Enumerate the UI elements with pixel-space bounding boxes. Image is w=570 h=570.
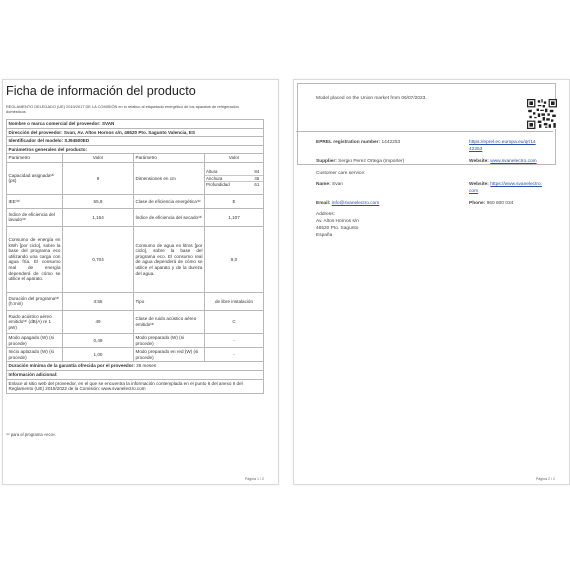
col-header-param: Parámetro — [7, 154, 63, 163]
eprel-link-continued[interactable]: 42253 — [469, 147, 483, 152]
website2-field: Website: https://www.svanelectro. — [469, 182, 542, 187]
table-cell: 1,107 — [205, 208, 264, 226]
table-cell: 0,704 — [63, 226, 134, 292]
address-line: 46520 Pto. Sagunto — [316, 226, 359, 231]
document-page-1 — [2, 79, 279, 485]
table-cell: - — [205, 333, 264, 347]
supplier-field: Supplier: Sergio Perez Ortega (Importer) — [316, 159, 405, 164]
page-number: Página 2 / 2 — [535, 477, 555, 481]
col-header-param-2: Parámetro — [134, 154, 205, 163]
dim-value: 45 — [251, 175, 263, 182]
table-cell: 55,9 — [63, 194, 134, 208]
table-cell: IEE⁽ᵃ⁾ — [7, 194, 63, 208]
table-cell: 9,0 — [205, 226, 264, 292]
eprel-value: 1442253 — [381, 140, 401, 145]
supplier-value: Sergio Perez Ortega (Importer) — [338, 159, 405, 164]
additional-info-heading: Información adicional: — [7, 370, 264, 379]
page-number: Página 1 / 2 — [244, 477, 264, 481]
table-cell: Modo apagado (W) (si procede) — [7, 333, 63, 347]
name-field: Name: Svan — [316, 182, 343, 187]
table-cell: Duración del programa⁽ᵃ⁾ (h:min) — [7, 292, 63, 310]
table-cell: Clase de eficiencia energética⁽ᵃ⁾ — [134, 194, 205, 208]
table-cell: Índice de eficiencia del lavado⁽ᵃ⁾ — [7, 208, 63, 226]
table-cell: 0,49 — [63, 333, 134, 347]
table-cell: 3:55 — [63, 292, 134, 310]
phone-field: Phone: 960 600 034 — [469, 201, 514, 206]
website-link[interactable]: www.svanelectro.com — [490, 159, 537, 164]
table-cell: Modo preparado en red (W) (si procede) — [134, 348, 205, 362]
model-row: Identificador del modelo: SJ94500ED — [7, 137, 264, 146]
table-cell: de libre instalación — [205, 292, 264, 310]
address-label: Address: — [316, 212, 335, 217]
supplier-link-row: Enlace al sitio web del proveedor, en el que se encuentra la información contemplada en el punto 6 del anexo II del Reglamento (UE) 2019/2022 de la Comisión: www.svanelectro.com — [7, 379, 264, 393]
email-link[interactable]: info@svanelectro.com — [331, 201, 380, 206]
dim-label: Profundidad — [206, 182, 230, 188]
table-cell: Consumo de energía en kWh [por ciclo], sobre la base del programa eco utilizando una carga con agua fría. El consumo real de energía dependerá de cómo se utilice el aparato. — [7, 226, 63, 292]
table-cell: 1,164 — [63, 208, 134, 226]
product-info-table — [6, 119, 264, 394]
table-cell: 49 — [63, 310, 134, 333]
table-cell: Índice de eficiencia del secado⁽ᵃ⁾ — [134, 208, 205, 226]
market-note: Model placed on the Union market from 06/07/2023. — [316, 96, 427, 101]
phone-value: 960 600 034 — [486, 201, 514, 206]
dim-label: Anchura — [205, 175, 251, 182]
regulation-text: REGLAMENTO DELEGADO (UE) 2019/2017 DE LA COMISIÓN en lo relativo al etiquetado energético de los aparatos de refrigeración domésticos — [6, 104, 239, 115]
table-cell: Tipo — [134, 292, 205, 310]
col-header-value: Valor — [63, 154, 134, 163]
website2-link[interactable]: https://www.svanelectro. — [490, 182, 542, 187]
eprel-link[interactable]: https://eprel.ec.europa.eu/qr/14 — [469, 140, 536, 145]
eprel-field: EPREL registration number: 1442253 — [316, 140, 401, 145]
address-line: España — [316, 233, 333, 238]
table-cell: Clase de ruido acústico aéreo emitido⁽ᵃ⁾ — [134, 310, 205, 333]
table-cell: Dimensiones en cm — [134, 162, 205, 194]
page-title: Ficha de información del producto — [6, 84, 196, 98]
dim-value: 84 — [251, 169, 263, 175]
qr-code-icon[interactable] — [527, 99, 557, 129]
table-cell: Ruido acústico aéreo emitido⁽ᵃ⁾ (dB(A) re 1 pW) — [7, 310, 63, 333]
email-field: Email: info@svanelectro.com — [316, 201, 380, 206]
warranty-value: 36 meses — [136, 363, 157, 369]
table-cell: Consumo de agua en litros [por ciclo], sobre la base del programa eco. El consumo real de agua dependerá de cómo se utilice el aparato y de la dureza del agua. — [134, 226, 205, 292]
col-header-value-2: Valor — [205, 154, 264, 163]
warranty-row — [7, 362, 264, 371]
website-field: Website: www.svanelectro.com — [469, 159, 537, 164]
customer-service-heading: Customer care service: — [316, 171, 366, 176]
table-cell: C — [205, 310, 264, 333]
website2-link-continued[interactable]: com — [469, 189, 479, 194]
divider — [296, 131, 553, 132]
table-cell: - — [205, 348, 264, 362]
brand-row: Nombre o marca comercial del proveedor: SVAN — [7, 120, 264, 129]
dimensions-cell — [205, 162, 264, 194]
table-cell: 1,00 — [63, 348, 134, 362]
table-cell: Inicio aplazado (W) (si procede) — [7, 348, 63, 362]
dim-value: 61 — [254, 182, 260, 188]
table-cell: Modo preparado (W) (si procede) — [134, 333, 205, 347]
table-cell: Capacidad asignada⁽ᵃ⁾ (ps) — [7, 162, 63, 194]
warranty-label: Duración mínima de la garantía ofrecida por el proveedor: — [8, 363, 135, 369]
name-value: Svan — [332, 182, 343, 187]
footnote: ⁽ᵃ⁾ para el programa «eco». — [6, 432, 57, 437]
table-cell: E — [205, 194, 264, 208]
address-row: Dirección del proveedor: Svan, Av. Altos Hornos s/n, 46520 Pto. Sagunto Valencia, ES — [7, 128, 264, 137]
general-params-heading: Parámetros generales del producto: — [7, 145, 264, 154]
table-cell: 9 — [63, 162, 134, 194]
dim-label: Altura — [205, 169, 251, 175]
dimensions-table — [205, 169, 263, 188]
address-line: Av. Altos Hornos s/n — [316, 219, 359, 224]
